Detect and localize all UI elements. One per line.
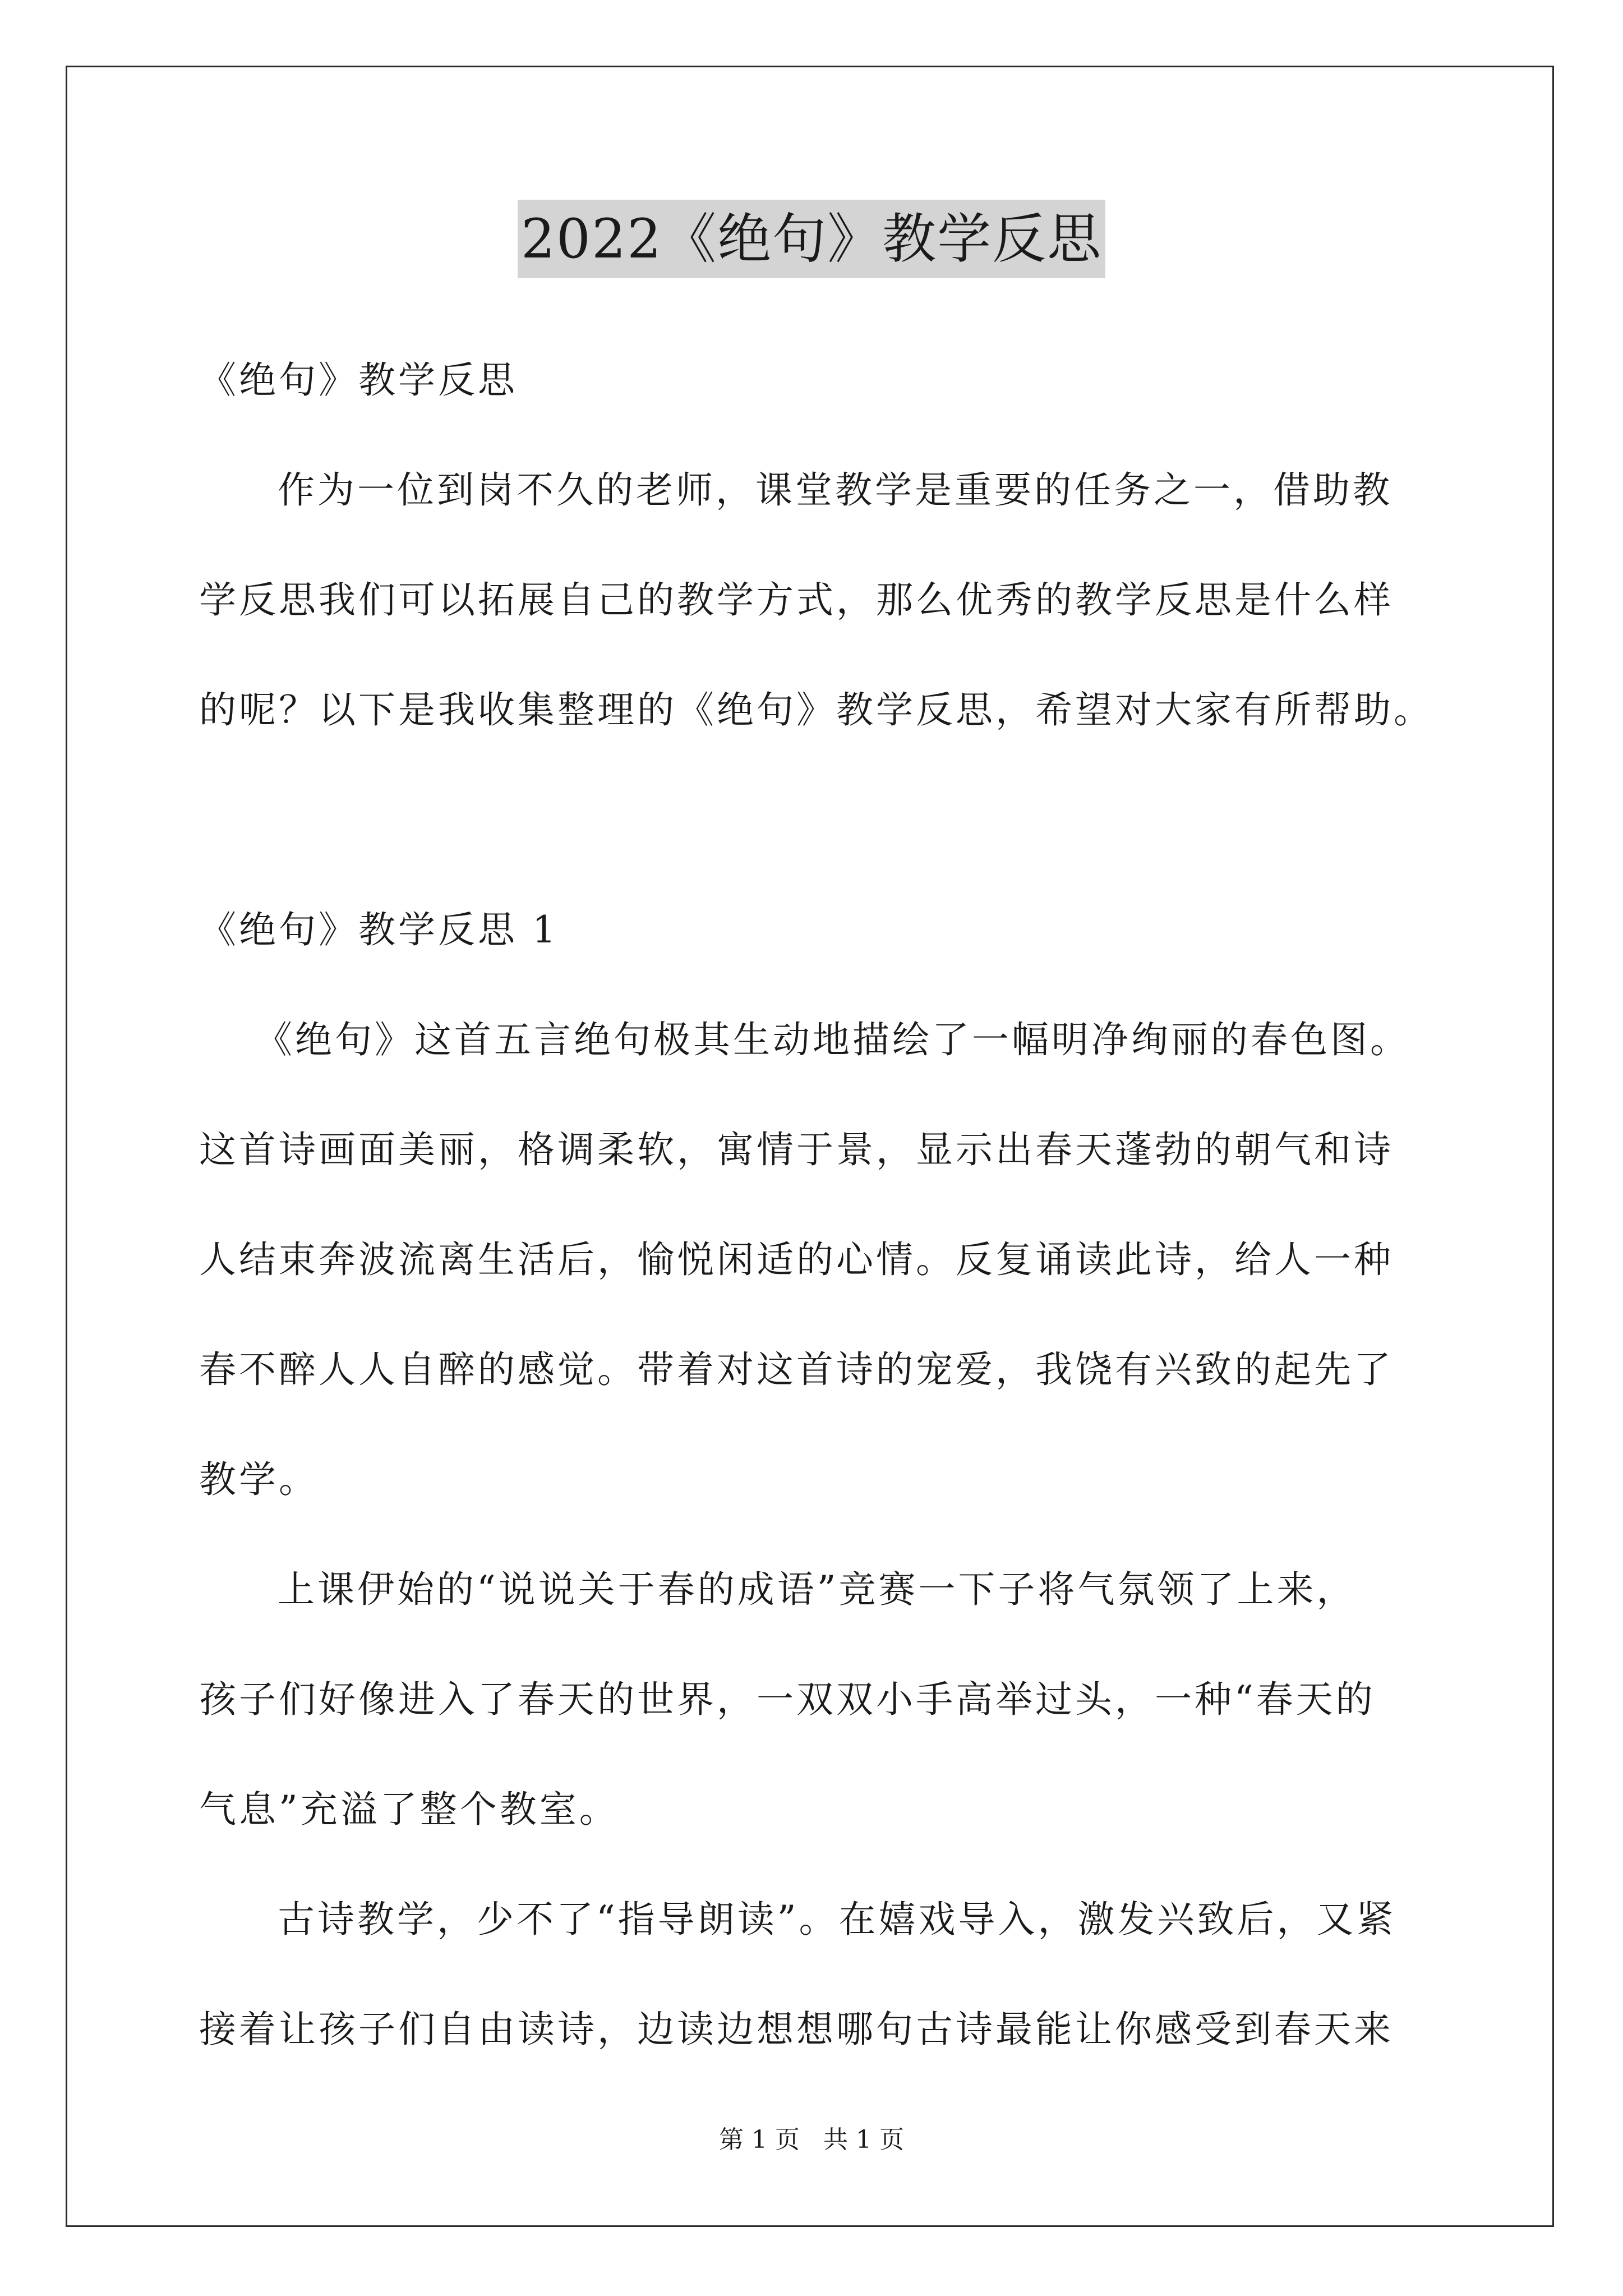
paragraph-line: 教学。 <box>199 1458 319 1501</box>
paragraph-line: 《绝句》这首五言绝句极其生动地描绘了一幅明净绚丽的春色图。 <box>255 1018 1410 1061</box>
paragraph-line: 作为一位到岗不久的老师，课堂教学是重要的任务之一，借助教 <box>278 468 1393 512</box>
blank-line <box>199 765 1436 875</box>
page-footer <box>0 2123 1623 2157</box>
paragraph-line: 这首诗画面美丽，格调柔软，寓情于景，显示出春天蓬勃的朝气和诗 <box>199 1128 1394 1171</box>
page-number-current: 第 1 页 <box>719 2125 800 2154</box>
document-title: 2022《绝句》教学反思 <box>518 200 1105 278</box>
section-heading: 《绝句》教学反思 <box>199 358 518 402</box>
paragraph-line: 学反思我们可以拓展自己的教学方式，那么优秀的教学反思是什么样 <box>199 578 1394 622</box>
paragraph-line: 春不醉人人自醉的感觉。带着对这首诗的宠爱，我饶有兴致的起先了 <box>199 1348 1394 1391</box>
paragraph-line: 孩子们好像进入了春天的世界，一双双小手高举过头，一种“春天的 <box>199 1678 1376 1721</box>
paragraph-line: 接着让孩子们自由读诗，边读边想想哪句古诗最能让你感受到春天来 <box>199 2008 1394 2051</box>
paragraph-line: 上课伊始的“说说关于春的成语”竞赛一下子将气氛领了上来， <box>278 1568 1357 1611</box>
page-number-total: 共 1 页 <box>823 2125 904 2154</box>
paragraph-line: 古诗教学，少不了“指导朗读”。在嬉戏导入，激发兴致后，又紧 <box>278 1898 1396 1941</box>
paragraph-line: 人结束奔波流离生活后，愉悦闲适的心情。反复诵读此诗，给人一种 <box>199 1238 1394 1281</box>
document-body <box>199 325 1436 2085</box>
title-block <box>0 200 1623 278</box>
section-heading: 《绝句》教学反思 1 <box>199 908 559 951</box>
paragraph-line: 的呢？以下是我收集整理的《绝句》教学反思，希望对大家有所帮助。 <box>199 688 1433 731</box>
paragraph-line: 气息”充溢了整个教室。 <box>199 1788 619 1831</box>
